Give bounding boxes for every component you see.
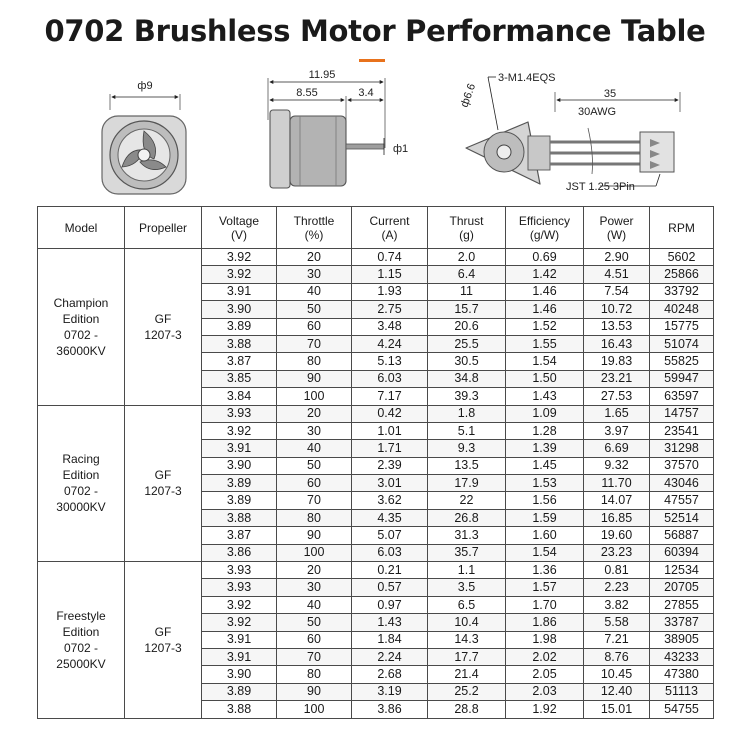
motor-dimension-drawings <box>0 64 750 204</box>
table-cell: 3.90 <box>202 457 277 474</box>
table-cell: 3.92 <box>202 422 277 439</box>
column-header <box>277 207 352 249</box>
side-body-length-label: 8.55 <box>296 87 318 99</box>
table-cell: 17.7 <box>428 648 506 665</box>
table-cell: 3.19 <box>352 683 428 700</box>
table-cell: 21.4 <box>428 666 506 683</box>
table-cell: 51113 <box>650 683 714 700</box>
table-cell: 28.8 <box>428 701 506 718</box>
table-cell: 7.54 <box>584 283 650 300</box>
table-cell: 1.54 <box>506 544 584 561</box>
table-cell: 30.5 <box>428 353 506 370</box>
table-cell: 60 <box>277 631 352 648</box>
table-cell: 1.46 <box>506 283 584 300</box>
table-cell: 50 <box>277 457 352 474</box>
table-cell: 1.60 <box>506 527 584 544</box>
table-cell: 100 <box>277 388 352 405</box>
table-cell: 30 <box>277 579 352 596</box>
table-cell: 1.43 <box>352 614 428 631</box>
column-header-label: Efficiency <box>518 213 571 228</box>
column-header <box>202 207 277 249</box>
table-cell: 3.93 <box>202 579 277 596</box>
table-cell: 15775 <box>650 318 714 335</box>
table-cell: 3.89 <box>202 318 277 335</box>
table-cell: 1.01 <box>352 422 428 439</box>
table-cell: 1.46 <box>506 301 584 318</box>
table-cell: 15.01 <box>584 701 650 718</box>
table-cell: 90 <box>277 527 352 544</box>
table-cell: 10.4 <box>428 614 506 631</box>
table-cell: 3.90 <box>202 301 277 318</box>
table-cell: 2.03 <box>506 683 584 700</box>
table-cell: 2.23 <box>584 579 650 596</box>
table-cell: 0.21 <box>352 562 428 579</box>
table-cell: 70 <box>277 335 352 352</box>
column-header <box>352 207 428 249</box>
column-header <box>506 207 584 249</box>
table-cell: 1.53 <box>506 475 584 492</box>
model-name-line: Edition <box>62 468 100 483</box>
table-cell: 1.92 <box>506 701 584 718</box>
table-cell: 23.21 <box>584 370 650 387</box>
column-header <box>428 207 506 249</box>
table-cell: 2.75 <box>352 301 428 318</box>
propeller-name-line: GF <box>154 468 172 483</box>
table-cell: 1.59 <box>506 509 584 526</box>
table-cell: 3.88 <box>202 335 277 352</box>
column-header-label: Propeller <box>138 220 188 235</box>
table-cell: 5.07 <box>352 527 428 544</box>
table-cell: 3.92 <box>202 596 277 613</box>
propeller-name-line: 1207-3 <box>144 640 182 655</box>
model-name-line: 0702 - <box>63 327 99 342</box>
propeller-cell <box>125 562 202 719</box>
table-cell: 54755 <box>650 701 714 718</box>
table-cell: 55825 <box>650 353 714 370</box>
table-cell: 47380 <box>650 666 714 683</box>
table-cell: 3.89 <box>202 492 277 509</box>
column-header <box>650 207 714 249</box>
table-cell: 52514 <box>650 509 714 526</box>
table-cell: 1.52 <box>506 318 584 335</box>
model-cell <box>38 249 125 406</box>
table-cell: 2.02 <box>506 648 584 665</box>
table-cell: 2.39 <box>352 457 428 474</box>
table-cell: 60394 <box>650 544 714 561</box>
table-cell: 1.45 <box>506 457 584 474</box>
table-cell: 14.07 <box>584 492 650 509</box>
table-cell: 80 <box>277 666 352 683</box>
table-cell: 8.76 <box>584 648 650 665</box>
table-cell: 1.36 <box>506 562 584 579</box>
table-cell: 0.74 <box>352 249 428 266</box>
column-header-unit: (A) <box>381 227 398 242</box>
model-name-line: 25000KV <box>56 656 106 671</box>
table-cell: 70 <box>277 648 352 665</box>
table-cell: 3.48 <box>352 318 428 335</box>
column-header <box>584 207 650 249</box>
table-cell: 4.35 <box>352 509 428 526</box>
table-cell: 1.1 <box>428 562 506 579</box>
table-cell: 31298 <box>650 440 714 457</box>
propeller-cell <box>125 249 202 406</box>
table-cell: 63597 <box>650 388 714 405</box>
column-header-label: Throttle <box>293 213 335 228</box>
table-cell: 10.72 <box>584 301 650 318</box>
table-cell: 19.83 <box>584 353 650 370</box>
table-cell: 60 <box>277 318 352 335</box>
table-cell: 1.42 <box>506 266 584 283</box>
table-cell: 9.32 <box>584 457 650 474</box>
model-name-line: 36000KV <box>56 343 106 358</box>
table-cell: 1.93 <box>352 283 428 300</box>
column-header-label: Thrust <box>449 213 484 228</box>
table-cell: 1.09 <box>506 405 584 422</box>
table-cell: 1.55 <box>506 335 584 352</box>
table-row <box>38 249 714 266</box>
propeller-name-line: 1207-3 <box>144 484 182 499</box>
table-cell: 3.92 <box>202 266 277 283</box>
model-name-line: Champion <box>53 295 109 310</box>
table-cell: 80 <box>277 353 352 370</box>
table-cell: 3.88 <box>202 509 277 526</box>
table-cell: 25.5 <box>428 335 506 352</box>
table-cell: 1.57 <box>506 579 584 596</box>
table-cell: 6.4 <box>428 266 506 283</box>
table-cell: 1.39 <box>506 440 584 457</box>
table-cell: 19.60 <box>584 527 650 544</box>
table-cell: 70 <box>277 492 352 509</box>
table-cell: 1.65 <box>584 405 650 422</box>
table-cell: 6.69 <box>584 440 650 457</box>
table-cell: 3.82 <box>584 596 650 613</box>
table-cell: 3.93 <box>202 405 277 422</box>
table-cell: 51074 <box>650 335 714 352</box>
model-name-line: Freestyle <box>56 608 106 623</box>
table-cell: 40248 <box>650 301 714 318</box>
table-cell: 14757 <box>650 405 714 422</box>
table-cell: 20 <box>277 405 352 422</box>
table-cell: 17.9 <box>428 475 506 492</box>
column-header-label: Current <box>369 213 410 228</box>
table-cell: 2.0 <box>428 249 506 266</box>
table-cell: 27855 <box>650 596 714 613</box>
table-cell: 56887 <box>650 527 714 544</box>
table-cell: 1.54 <box>506 353 584 370</box>
table-cell: 14.3 <box>428 631 506 648</box>
table-cell: 1.28 <box>506 422 584 439</box>
table-cell: 3.85 <box>202 370 277 387</box>
table-row <box>38 405 714 422</box>
table-body <box>38 249 714 719</box>
table-cell: 59947 <box>650 370 714 387</box>
front-view-drawing <box>102 80 186 194</box>
table-cell: 2.68 <box>352 666 428 683</box>
table-cell: 5.58 <box>584 614 650 631</box>
table-cell: 2.24 <box>352 648 428 665</box>
table-cell: 39.3 <box>428 388 506 405</box>
table-cell: 3.91 <box>202 631 277 648</box>
side-shaft-length-label: 3.4 <box>358 87 374 99</box>
table-row <box>38 562 714 579</box>
table-cell: 13.53 <box>584 318 650 335</box>
table-cell: 31.3 <box>428 527 506 544</box>
table-cell: 25.2 <box>428 683 506 700</box>
propeller-name-line: GF <box>154 624 172 639</box>
column-header <box>125 207 202 249</box>
table-cell: 10.45 <box>584 666 650 683</box>
table-cell: 26.8 <box>428 509 506 526</box>
title-accent-bar <box>359 59 385 62</box>
table-cell: 34.8 <box>428 370 506 387</box>
table-cell: 3.91 <box>202 283 277 300</box>
model-name-line: Edition <box>62 624 100 639</box>
table-cell: 50 <box>277 614 352 631</box>
table-cell: 23.23 <box>584 544 650 561</box>
table-cell: 40 <box>277 596 352 613</box>
table-cell: 16.85 <box>584 509 650 526</box>
table-cell: 43233 <box>650 648 714 665</box>
table-cell: 3.86 <box>202 544 277 561</box>
table-cell: 7.21 <box>584 631 650 648</box>
model-cell <box>38 405 125 562</box>
table-cell: 90 <box>277 370 352 387</box>
table-cell: 38905 <box>650 631 714 648</box>
model-name-line: 0702 - <box>63 484 99 499</box>
table-cell: 0.42 <box>352 405 428 422</box>
table-cell: 6.03 <box>352 370 428 387</box>
table-cell: 1.98 <box>506 631 584 648</box>
table-cell: 3.62 <box>352 492 428 509</box>
table-cell: 0.97 <box>352 596 428 613</box>
table-cell: 60 <box>277 475 352 492</box>
table-cell: 1.86 <box>506 614 584 631</box>
column-header-unit: (V) <box>231 227 247 242</box>
table-cell: 3.89 <box>202 683 277 700</box>
table-cell: 43046 <box>650 475 714 492</box>
table-cell: 23541 <box>650 422 714 439</box>
table-cell: 40 <box>277 283 352 300</box>
table-cell: 5.1 <box>428 422 506 439</box>
column-header <box>38 207 125 249</box>
table-cell: 3.89 <box>202 475 277 492</box>
table-cell: 20.6 <box>428 318 506 335</box>
screw-spec-label: 3-M1.4EQS <box>498 72 556 84</box>
column-header-unit: (g) <box>459 227 474 242</box>
model-cell <box>38 562 125 719</box>
connector-label: JST 1.25 3Pin <box>566 181 635 193</box>
table-cell: 7.17 <box>352 388 428 405</box>
column-header-unit: (W) <box>606 227 627 242</box>
model-name-line: Racing <box>62 452 100 467</box>
column-header-label: Voltage <box>218 213 260 228</box>
table-cell: 3.92 <box>202 614 277 631</box>
table-cell: 4.51 <box>584 266 650 283</box>
table-cell: 11 <box>428 283 506 300</box>
table-cell: 30 <box>277 422 352 439</box>
table-cell: 35.7 <box>428 544 506 561</box>
table-cell: 1.43 <box>506 388 584 405</box>
table-cell: 47557 <box>650 492 714 509</box>
table-cell: 3.5 <box>428 579 506 596</box>
table-cell: 1.70 <box>506 596 584 613</box>
table-cell: 3.88 <box>202 701 277 718</box>
table-cell: 50 <box>277 301 352 318</box>
table-cell: 0.69 <box>506 249 584 266</box>
table-cell: 3.86 <box>352 701 428 718</box>
performance-table <box>37 206 714 719</box>
table-cell: 5.13 <box>352 353 428 370</box>
table-cell: 0.81 <box>584 562 650 579</box>
table-cell: 1.15 <box>352 266 428 283</box>
side-view-drawing <box>268 69 408 188</box>
table-cell: 1.71 <box>352 440 428 457</box>
table-cell: 1.50 <box>506 370 584 387</box>
table-cell: 9.3 <box>428 440 506 457</box>
table-cell: 40 <box>277 440 352 457</box>
table-cell: 100 <box>277 544 352 561</box>
table-cell: 13.5 <box>428 457 506 474</box>
column-header-unit: (%) <box>304 227 324 242</box>
table-cell: 25866 <box>650 266 714 283</box>
header-row <box>38 207 714 249</box>
table-cell: 90 <box>277 683 352 700</box>
table-cell: 2.90 <box>584 249 650 266</box>
table-cell: 1.8 <box>428 405 506 422</box>
table-cell: 3.84 <box>202 388 277 405</box>
table-cell: 20 <box>277 249 352 266</box>
table-cell: 20705 <box>650 579 714 596</box>
table-cell: 4.24 <box>352 335 428 352</box>
table-cell: 37570 <box>650 457 714 474</box>
column-header-label: Model <box>64 220 98 235</box>
table-cell: 80 <box>277 509 352 526</box>
table-cell: 3.91 <box>202 648 277 665</box>
front-diameter-label: ф9 <box>137 80 153 92</box>
table-header <box>38 207 714 249</box>
table-cell: 0.57 <box>352 579 428 596</box>
table-cell: 3.91 <box>202 440 277 457</box>
table-cell: 12.40 <box>584 683 650 700</box>
side-total-length-label: 11.95 <box>308 69 336 81</box>
side-shaft-diameter-label: ф1 <box>393 143 409 155</box>
table-cell: 27.53 <box>584 388 650 405</box>
table-cell: 12534 <box>650 562 714 579</box>
table-cell: 5602 <box>650 249 714 266</box>
table-cell: 22 <box>428 492 506 509</box>
table-cell: 11.70 <box>584 475 650 492</box>
table-cell: 1.56 <box>506 492 584 509</box>
wire-length-label: 35 <box>603 88 617 100</box>
table-cell: 100 <box>277 701 352 718</box>
table-cell: 1.84 <box>352 631 428 648</box>
table-cell: 3.97 <box>584 422 650 439</box>
table-cell: 3.01 <box>352 475 428 492</box>
propeller-name-line: 1207-3 <box>144 327 182 342</box>
table-cell: 2.05 <box>506 666 584 683</box>
column-header-label: Power <box>599 213 634 228</box>
model-name-line: Edition <box>62 311 100 326</box>
table-cell: 3.93 <box>202 562 277 579</box>
table-cell: 30 <box>277 266 352 283</box>
table-cell: 6.5 <box>428 596 506 613</box>
table-cell: 16.43 <box>584 335 650 352</box>
propeller-name-line: GF <box>154 311 172 326</box>
model-name-line: 30000KV <box>56 500 106 515</box>
bottom-view-drawing <box>459 72 680 193</box>
table-cell: 3.87 <box>202 353 277 370</box>
table-cell: 3.92 <box>202 249 277 266</box>
propeller-cell <box>125 405 202 562</box>
table-cell: 15.7 <box>428 301 506 318</box>
page-title: 0702 Brushless Motor Performance Table <box>44 14 706 48</box>
model-name-line: 0702 - <box>63 640 99 655</box>
table-cell: 33792 <box>650 283 714 300</box>
table-cell: 3.90 <box>202 666 277 683</box>
table-cell: 6.03 <box>352 544 428 561</box>
bottom-diameter-label: ф6.6 <box>458 82 479 110</box>
table-cell: 33787 <box>650 614 714 631</box>
column-header-label: RPM <box>668 220 695 235</box>
table-cell: 20 <box>277 562 352 579</box>
column-header-unit: (g/W) <box>529 227 560 242</box>
wire-gauge-label: 30AWG <box>578 106 617 118</box>
table-cell: 3.87 <box>202 527 277 544</box>
